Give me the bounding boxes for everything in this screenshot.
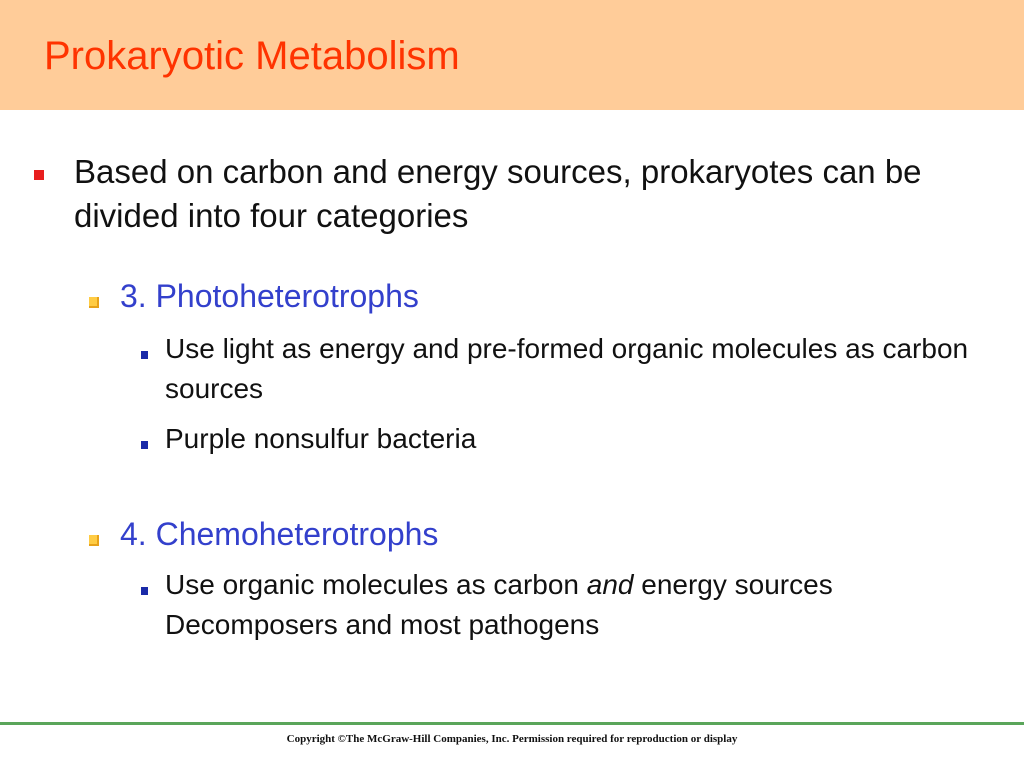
bullet-marker-point (141, 351, 148, 359)
title-bar (0, 0, 1024, 110)
category-heading-3: 3. Photoheterotrophs (120, 278, 419, 314)
footer-rule (0, 722, 1024, 725)
point-text-line2: Decomposers and most pathogens (165, 609, 600, 640)
category-heading-4: 4. Chemoheterotrophs (120, 516, 439, 552)
bullet-marker-level1 (34, 170, 44, 180)
bullet-marker-point (141, 587, 148, 595)
bullet-marker-point (141, 441, 148, 449)
bullet-marker-category-3 (89, 297, 99, 308)
point-text-with-emphasis (165, 565, 1005, 645)
intro-text: Based on carbon and energy sources, prokaryotes can be divided into four categories (74, 153, 922, 234)
bullet-marker-category-4 (89, 535, 99, 546)
point-text-before: Use organic molecules as carbon (165, 569, 587, 600)
point-text-after: energy sources (633, 569, 833, 600)
point-text: Purple nonsulfur bacteria (165, 423, 477, 454)
point-text: Use light as energy and pre-formed organic molecules as carbon sources (165, 333, 969, 404)
point-text-emphasis: and (586, 569, 634, 600)
copyright-notice: Copyright ©The McGraw-Hill Companies, Inc. Permission required for reproduction or display (286, 733, 738, 745)
slide-title: Prokaryotic Metabolism (44, 34, 460, 78)
